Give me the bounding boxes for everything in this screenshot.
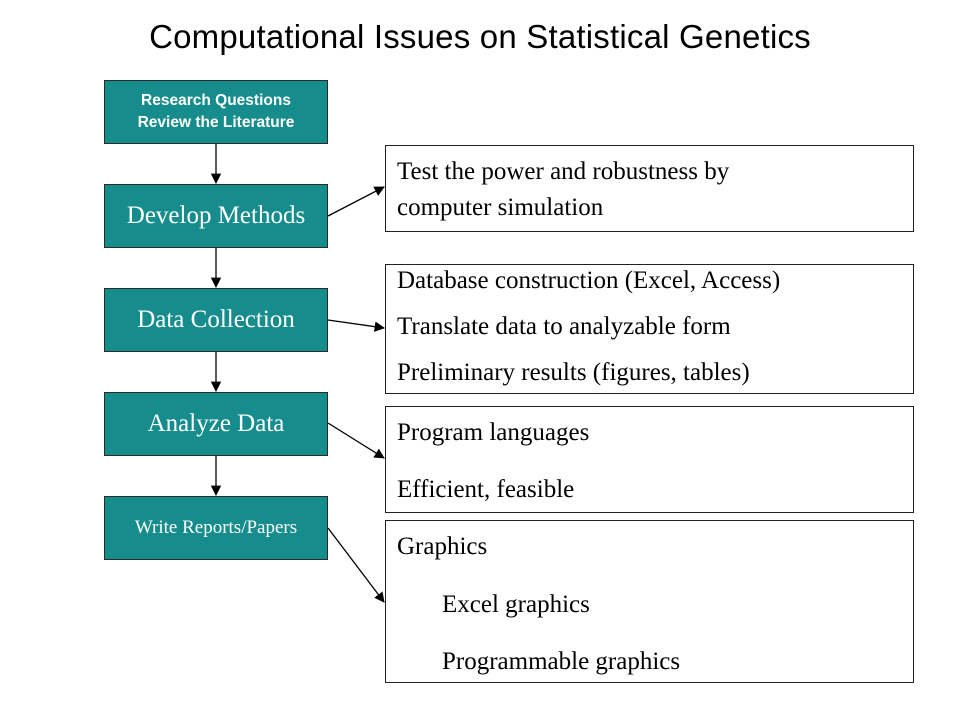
step-write-label: Write Reports/Papers	[134, 517, 298, 538]
page-title: Computational Issues on Statistical Genetics	[149, 18, 811, 55]
note-data-item: Database construction (Excel, Access)	[397, 267, 781, 294]
note-programming-item: Efficient, feasible	[397, 476, 575, 503]
note-graphics-item: Programmable graphics	[442, 648, 681, 675]
step-research-line1: Research Questions	[141, 92, 291, 109]
note-simulation-line1: Test the power and robustness by	[397, 158, 730, 185]
note-graphics-heading: Graphics	[397, 533, 488, 560]
step-analyze-label: Analyze Data	[147, 410, 285, 437]
note-data-item: Translate data to analyzable form	[397, 313, 731, 340]
side-arrow	[328, 528, 384, 602]
note-programming-item: Program languages	[397, 419, 590, 446]
step-develop-label: Develop Methods	[126, 202, 306, 229]
step-collect-label: Data Collection	[137, 306, 295, 333]
side-arrow	[328, 187, 384, 216]
note-data-item: Preliminary results (figures, tables)	[397, 359, 750, 386]
side-arrow	[328, 320, 384, 328]
side-arrow	[328, 423, 384, 458]
step-research-line2: Review the Literature	[137, 114, 295, 131]
note-graphics-item: Excel graphics	[442, 591, 590, 618]
note-simulation-line2: computer simulation	[397, 194, 604, 221]
